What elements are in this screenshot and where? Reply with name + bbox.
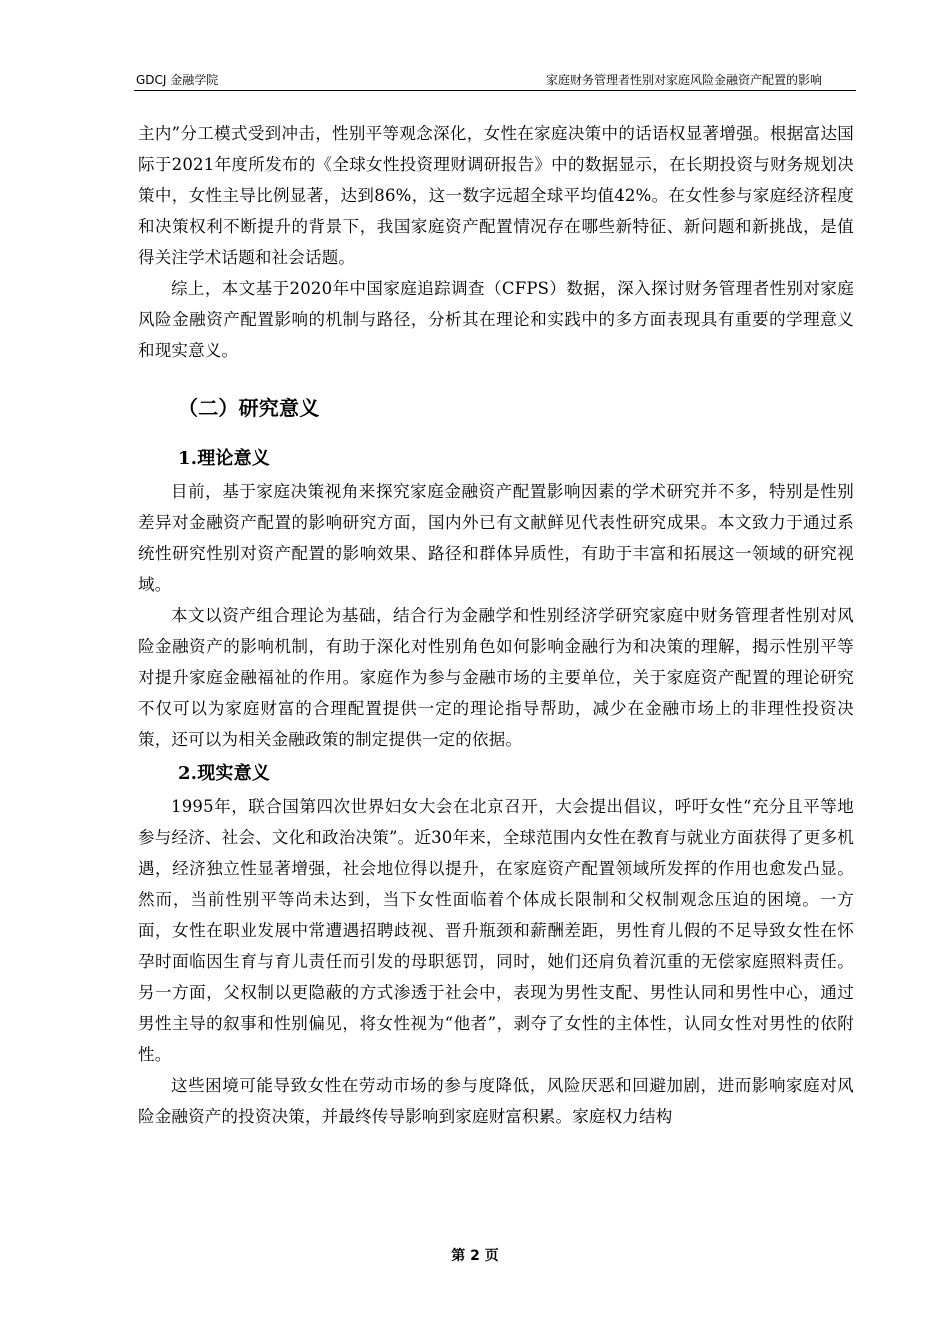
subheading-practical-significance: 2.现实意义 bbox=[178, 763, 270, 784]
paragraph-summary: 综上，本文基于2020年中国家庭追踪调查（CFPS）数据，深入探讨财务管理者性别对家庭风险金融资产配置影响的机制与路径，分析其在理论和实践中的多方面表现具有重要的学理意义和现实意义。 bbox=[138, 279, 854, 360]
paragraph-practice-1: 1995年，联合国第四次世界妇女大会在北京召开，大会提出倡议，呼吁女性“充分且平等地参与经济、社会、文化和政治决策”。近30年来，全球范围内女性在教育与就业方面获得了更多机遇，经济独立性显著增强，社会地位得以提升，在家庭资产配置领域所发挥的作用也愈发凸显。然而，当前性别平等尚未达到，当下女性面临着个体成长限制和父权制观念压迫的困境。一方面，女性在职业发展中常遭遇招聘歧视、晋升瓶颈和薪酬差距，男性育儿假的不足导致女性在怀孕时面临因生育与育儿责任而引发的母职惩罚，同时，她们还肩负着沉重的无偿家庭照料责任。另一方面，父权制以更隐蔽的方式渗透于社会中，表现为男性支配、男性认同和男性中心，通过男性主导的叙事和性别偏见，将女性视为“他者”，剥夺了女性的主体性，认同女性对男性的依附性。 bbox=[138, 797, 854, 1064]
paragraph-theory-1: 目前，基于家庭决策视角来探究家庭金融资产配置影响因素的学术研究并不多，特别是性别差异对金融资产配置的影响研究方面，国内外已有文献鲜见代表性研究成果。本文致力于通过系统性研究性别对资产配置的影响效果、路径和群体异质性，有助于丰富和拓展这一领域的研究视域。 bbox=[138, 482, 854, 594]
header-document-title: 家庭财务管理者性别对家庭风险金融资产配置的影响 bbox=[545, 73, 822, 87]
document-body bbox=[138, 118, 854, 1132]
subheading-theoretical-significance: 1.理论意义 bbox=[178, 448, 270, 469]
paragraph-practice-2: 这些困境可能导致女性在劳动市场的参与度降低，风险厌恶和回避加剧，进而影响家庭对风险金融资产的投资决策，并最终传导影响到家庭财富积累。家庭权力结构 bbox=[138, 1076, 854, 1126]
section-heading-research-significance: （二）研究意义 bbox=[178, 396, 320, 420]
page-header bbox=[134, 72, 856, 88]
header-institution: GDCJ 金融学院 bbox=[136, 73, 219, 87]
header-divider bbox=[134, 90, 856, 91]
paragraph-continuation: 主内”分工模式受到冲击，性别平等观念深化，女性在家庭决策中的话语权显著增强。根据富达国际于2021年度所发布的《全球女性投资理财调研报告》中的数据显示，在长期投资与财务规划决策中，女性主导比例显著，达到86%，这一数字远超全球平均值42%。在女性参与家庭经济程度和决策权利不断提升的背景下，我国家庭资产配置情况存在哪些新特征、新问题和新挑战，是值得关注学术话题和社会话题。 bbox=[138, 124, 854, 267]
paragraph-theory-2: 本文以资产组合理论为基础，结合行为金融学和性别经济学研究家庭中财务管理者性别对风险金融资产的影响机制，有助于深化对性别角色如何影响金融行为和决策的理解，揭示性别平等对提升家庭金融福祉的作用。家庭作为参与金融市场的主要单位，关于家庭资产配置的理论研究不仅可以为家庭财富的合理配置提供一定的理论指导帮助，减少在金融市场上的非理性投资决策，还可以为相关金融政策的制定提供一定的依据。 bbox=[138, 606, 854, 749]
page-number: 第 2 页 bbox=[451, 1248, 499, 1264]
